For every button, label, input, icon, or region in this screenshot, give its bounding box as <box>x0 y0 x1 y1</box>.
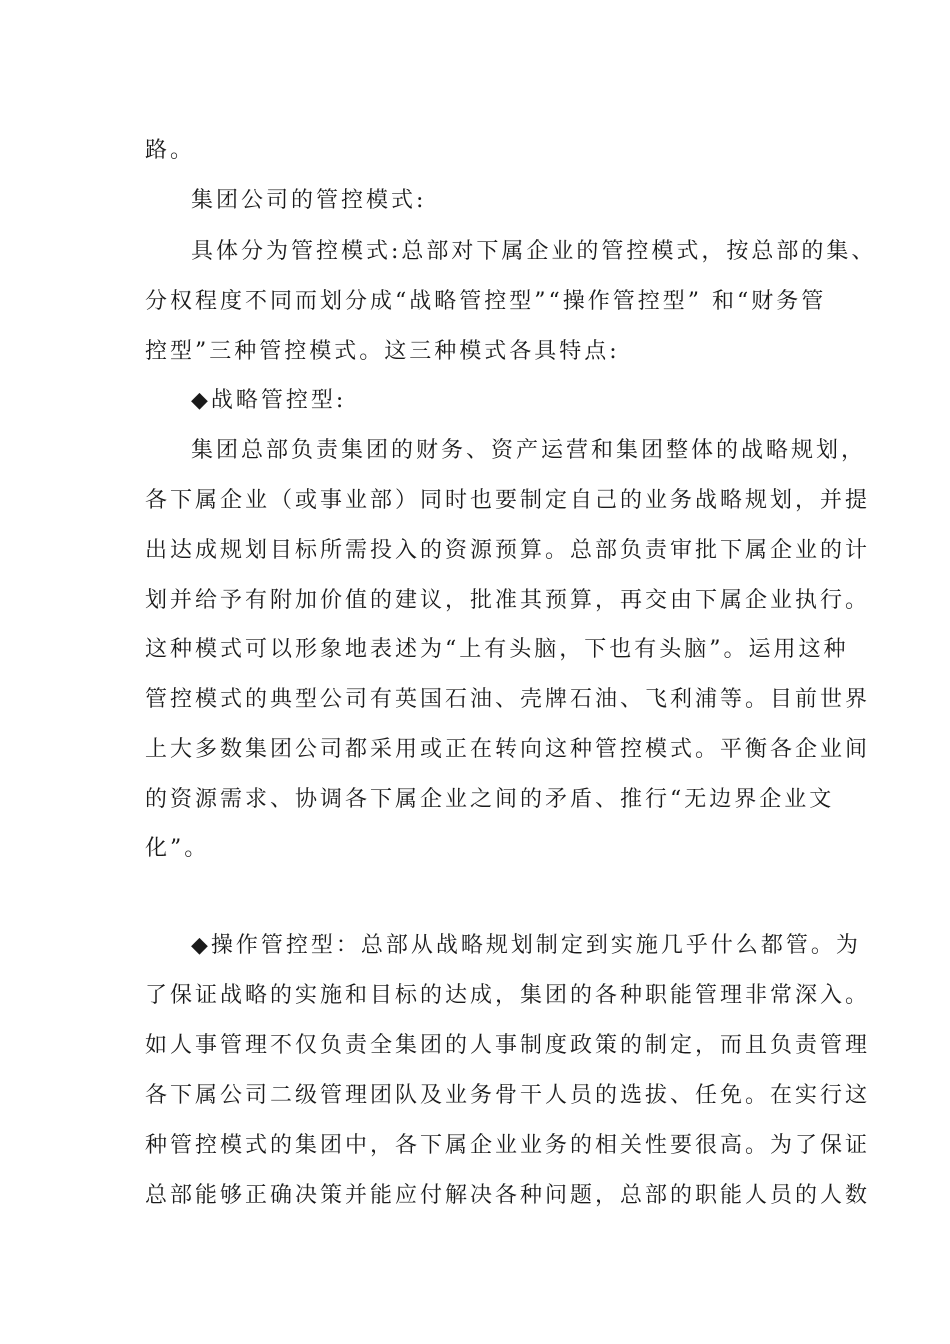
bullet-paragraph-start: ◆操作管控型：总部从战略规划制定到实施几乎什么都管。为 <box>191 933 861 958</box>
text-line: 管控模式的典型公司有英国石油、壳牌石油、飞利浦等。目前世界 <box>145 687 871 712</box>
text-line: 化”。 <box>145 836 210 861</box>
text-line: 了保证战略的实施和目标的达成，集团的各种职能管理非常深入。 <box>145 983 871 1008</box>
text-line: 控型”三种管控模式。这三种模式各具特点: <box>145 339 620 364</box>
text-line: 分权程度不同而划分成“战略管控型”“操作管控型” 和“财务管 <box>145 289 827 314</box>
text-line: 划并给予有附加价值的建议，批准其预算，再交由下属企业执行。 <box>145 588 871 613</box>
section-heading: 集团公司的管控模式: <box>191 188 427 213</box>
text-line: 总部能够正确决策并能应付解决各种问题，总部的职能人员的人数 <box>145 1183 871 1208</box>
text-line: 的资源需求、协调各下属企业之间的矛盾、推行“无边界企业文 <box>145 787 835 812</box>
text-line: 各下属企业（或事业部）同时也要制定自己的业务战略规划，并提 <box>145 488 871 513</box>
text-line: 上大多数集团公司都采用或正在转向这种管控模式。平衡各企业间 <box>145 737 871 762</box>
text-line: 这种模式可以形象地表述为“上有头脑，下也有头脑”。运用这种 <box>145 637 849 662</box>
text-line: 路。 <box>145 138 196 163</box>
bullet-heading: ◆战略管控型: <box>191 388 347 413</box>
text-line: 各下属公司二级管理团队及业务骨干人员的选拔、任免。在实行这 <box>145 1083 871 1108</box>
text-line: 集团总部负责集团的财务、资产运营和集团整体的战略规划， <box>191 438 867 463</box>
text-line: 具体分为管控模式:总部对下属企业的管控模式，按总部的集、 <box>191 239 877 264</box>
text-line: 出达成规划目标所需投入的资源预算。总部负责审批下属企业的计 <box>145 538 871 563</box>
text-line: 种管控模式的集团中，各下属企业业务的相关性要很高。为了保证 <box>145 1133 871 1158</box>
text-line: 如人事管理不仅负责全集团的人事制度政策的制定，而且负责管理 <box>145 1033 871 1058</box>
